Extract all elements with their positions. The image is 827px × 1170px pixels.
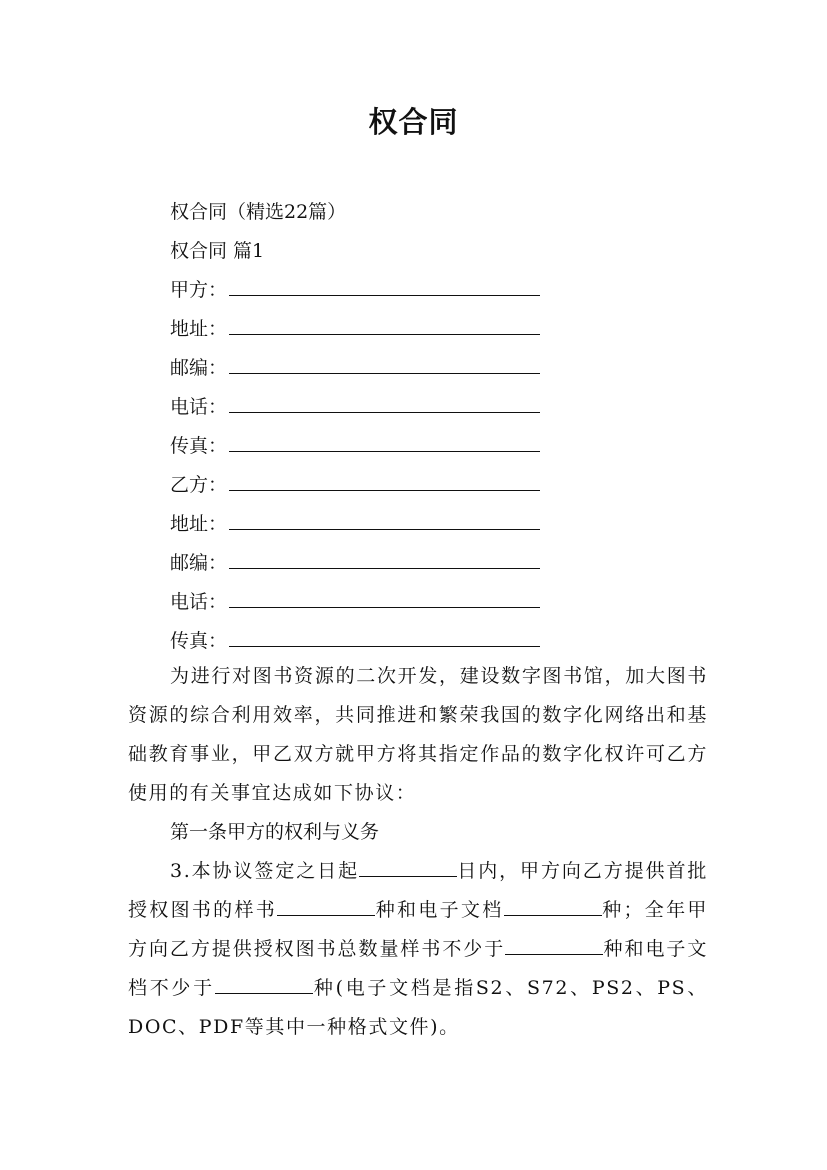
party-b-fax-row (170, 627, 540, 655)
party-a-fax-blank[interactable] (229, 433, 540, 452)
party-b-zip-label: 邮编： (170, 552, 228, 574)
party-b-name-row (170, 471, 540, 499)
days-blank[interactable] (359, 858, 457, 877)
party-a-address-row (170, 315, 540, 343)
party-b-fax-label: 传真： (170, 630, 228, 652)
party-a-phone-label: 电话： (170, 396, 228, 418)
article-1-heading: 第一条甲方的权利与义务 (170, 821, 380, 843)
party-a-address-blank[interactable] (229, 316, 540, 335)
clause-3-text-4: 种；全年甲方向乙方提供授权图书总数量样书不少于 (128, 899, 708, 960)
party-a-fax-row (170, 432, 540, 460)
annual-sample-blank[interactable] (505, 936, 603, 955)
party-a-phone-blank[interactable] (229, 394, 540, 413)
clause-3-paragraph (128, 852, 708, 1047)
party-a-label: 甲方： (170, 279, 228, 301)
party-a-zip-label: 邮编： (170, 357, 228, 379)
party-b-address-row (170, 510, 540, 538)
party-b-label: 乙方： (170, 474, 228, 496)
first-batch-ebook-blank[interactable] (504, 897, 602, 916)
clause-3-text-6: 种(电子文档是指S2、S72、PS2、PS、DOC、PDF等其中一种格式文件)。 (128, 977, 708, 1038)
party-b-zip-blank[interactable] (229, 550, 540, 569)
clause-3-text-1: 3.本协议签定之日起 (170, 860, 359, 882)
party-b-phone-label: 电话： (170, 591, 228, 613)
party-b-zip-row (170, 549, 540, 577)
clause-3-text-3: 种和电子文档 (375, 899, 504, 921)
first-batch-sample-blank[interactable] (277, 897, 375, 916)
party-a-name-row (170, 276, 540, 304)
clause-3-text-2: 日内，甲方向乙方提供首批授权图书的样书 (128, 860, 708, 921)
party-a-name-blank[interactable] (229, 277, 540, 296)
party-b-address-blank[interactable] (229, 511, 540, 530)
party-b-phone-blank[interactable] (229, 589, 540, 608)
party-b-fax-blank[interactable] (229, 628, 540, 647)
page-title: 权合同 (368, 105, 459, 139)
document-subtitle: 权合同（精选22篇） (170, 201, 347, 223)
party-b-address-label: 地址： (170, 513, 228, 535)
party-a-address-label: 地址： (170, 318, 228, 340)
party-a-zip-row (170, 354, 540, 382)
clause-3-text-5: 种和电子文档不少于 (128, 938, 708, 999)
party-a-zip-blank[interactable] (229, 355, 540, 374)
section-heading: 权合同 篇1 (170, 240, 265, 262)
party-a-phone-row (170, 393, 540, 421)
annual-ebook-blank[interactable] (215, 975, 313, 994)
party-b-phone-row (170, 588, 540, 616)
party-a-fax-label: 传真： (170, 435, 228, 457)
party-b-name-blank[interactable] (229, 472, 540, 491)
intro-paragraph: 为进行对图书资源的二次开发，建设数字图书馆，加大图书资源的综合利用效率，共同推进和繁荣我国的数字化网络出和基础教育事业，甲乙双方就甲方将其指定作品的数字化权许可乙方使用的有关事宜达成如下协议： (128, 665, 708, 804)
